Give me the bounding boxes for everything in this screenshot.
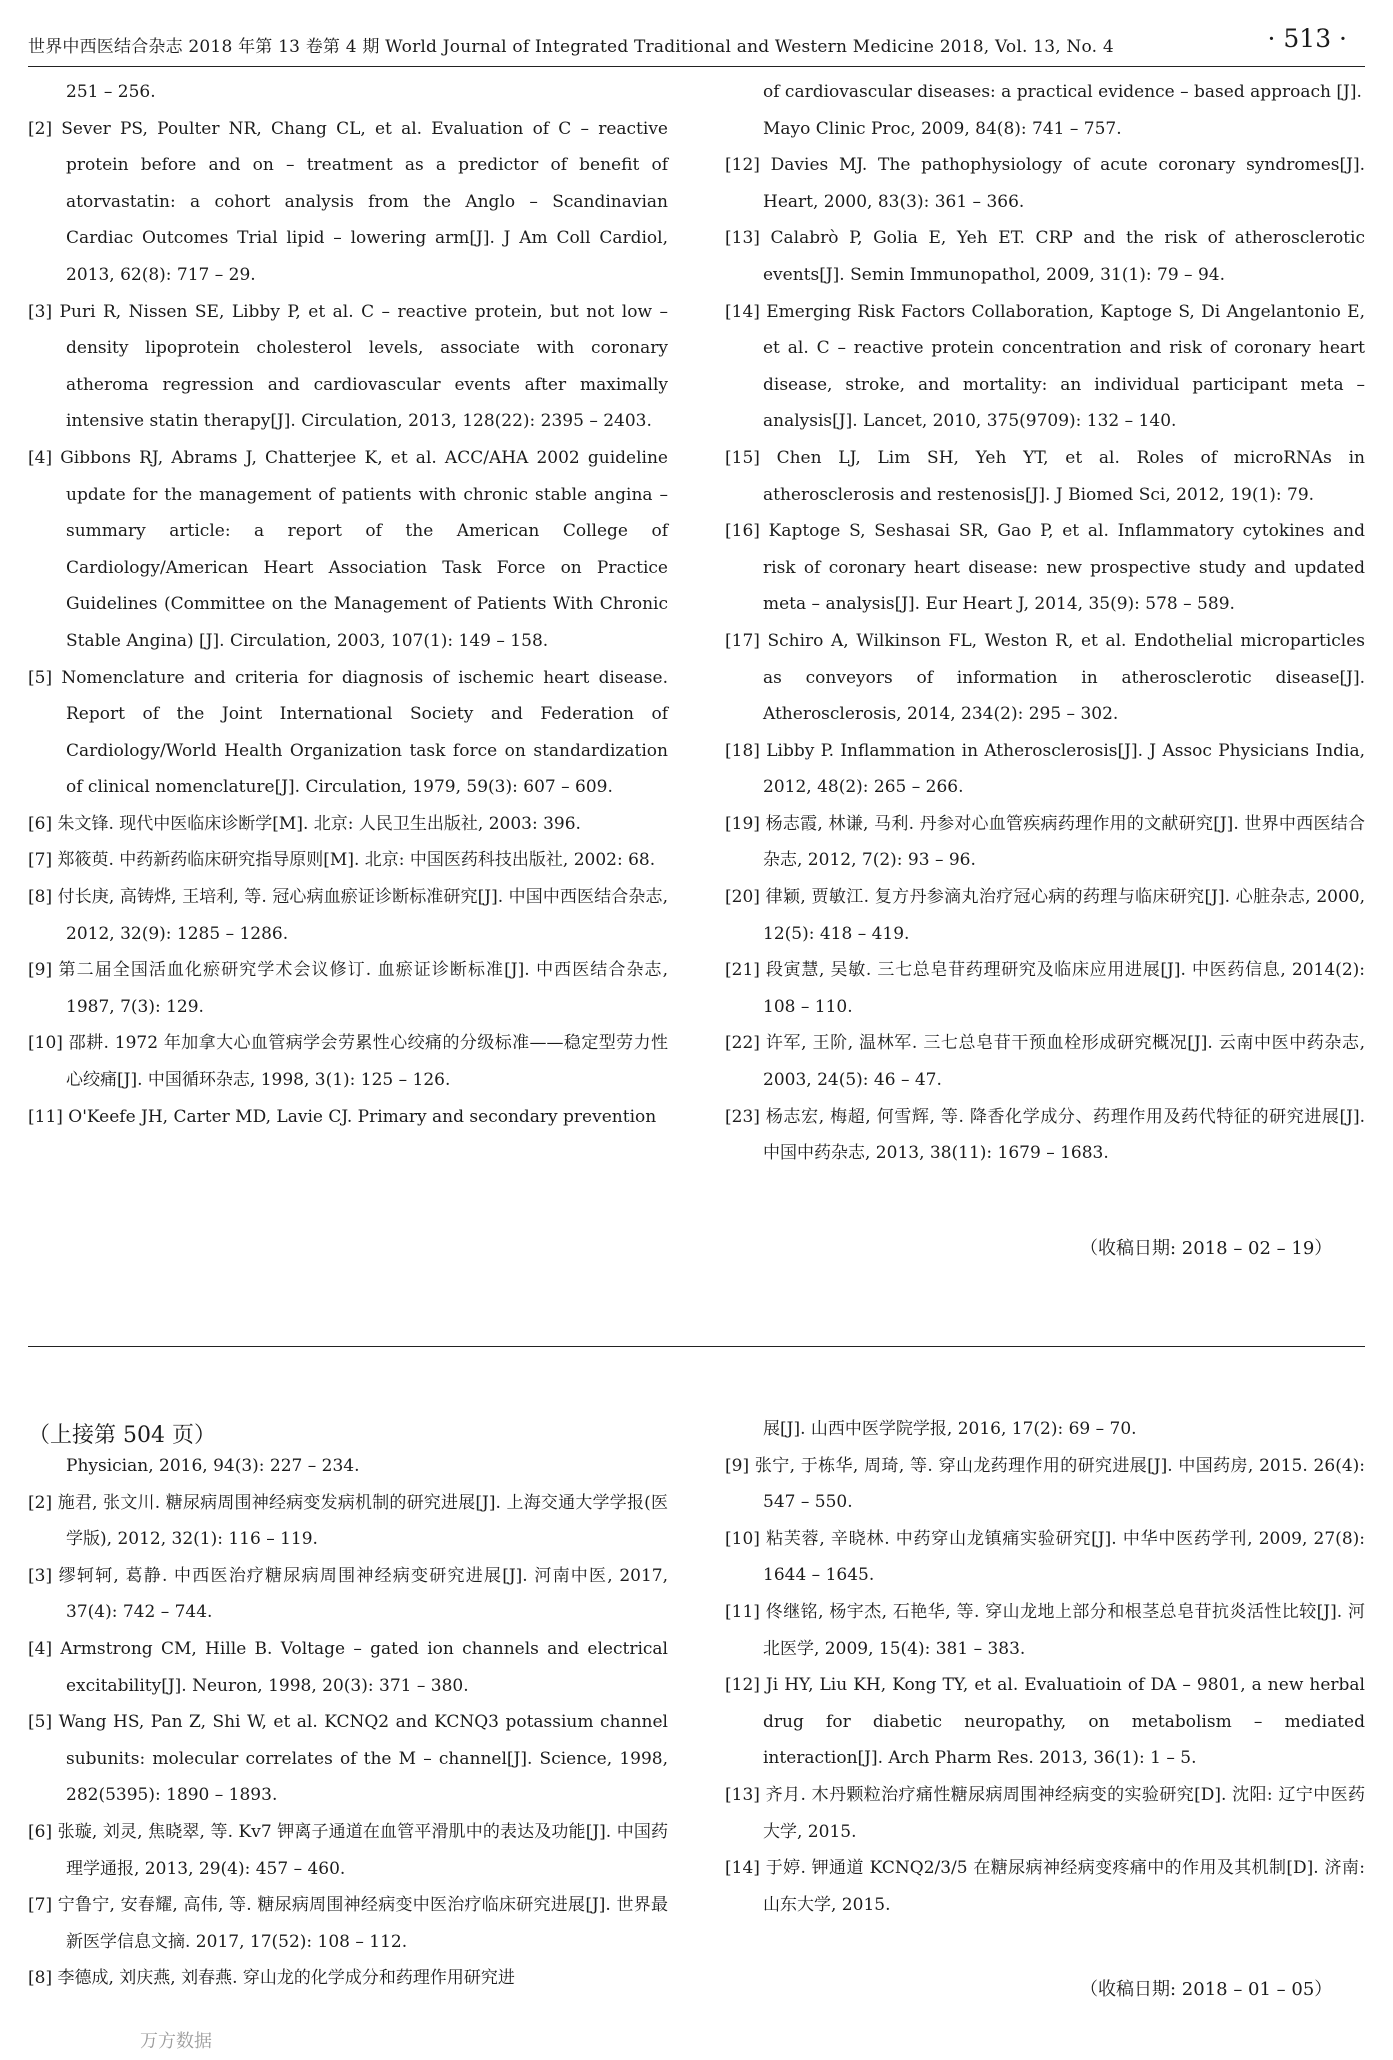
reference-entry: [21] 段寅慧, 吴敏. 三七总皂苷药理研究及临床应用进展[J]. 中医药信息, 2014(2): 108 – 110. [725, 960, 1365, 1017]
running-header [28, 24, 1365, 64]
reference-entry: [4] Armstrong CM, Hille B. Voltage – gated ion channels and electrical excitability[J]. Neuron, 1998, 20(3): 371 – 380. [28, 1638, 668, 1696]
reference-entry: [7] 宁鲁宁, 安春耀, 高伟, 等. 糖尿病周围神经病变中医治疗临床研究进展[J]. 世界最新医学信息文摘. 2017, 17(52): 108 – 112. [28, 1895, 668, 1952]
top-right-reference-column [725, 74, 1365, 1172]
reference-entry: [8] 李德成, 刘庆燕, 刘春燕. 穿山龙的化学成分和药理作用研究进 [28, 1968, 515, 1989]
reference-entry: [9] 张宁, 于栋华, 周琦, 等. 穿山龙药理作用的研究进展[J]. 中国药房, 2015. 26(4): 547 – 550. [725, 1455, 1365, 1513]
received-date-bottom: （收稿日期: 2018 – 01 – 05） [1080, 1979, 1333, 2000]
reference-entry: [7] 郑筱萸. 中药新药临床研究指导原则[M]. 北京: 中国医药科技出版社, 2002: 68. [28, 850, 656, 871]
reference-entry: [2] Sever PS, Poulter NR, Chang CL, et al. Evaluation of C – reactive protein before and on – treatment as a predictor of benefit of atorvastatin: a cohort analysis from the Anglo – Scandinavian Cardiac Outcomes Trial lipid – lowering arm[J]. J Am Coll Cardiol, 2013, 62(8): 717 – 29. [28, 118, 668, 285]
reference-continuation: Physician, 2016, 94(3): 227 – 234. [66, 1456, 360, 1476]
reference-continuation: 251 – 256. [66, 82, 156, 102]
reference-entry: [18] Libby P. Inflammation in Atherosclerosis[J]. J Assoc Physicians India, 2012, 48(2): 265 – 266. [725, 740, 1365, 798]
reference-entry: [23] 杨志宏, 梅超, 何雪辉, 等. 降香化学成分、药理作用及药代特征的研究进展[J]. 中国中药杂志, 2013, 38(11): 1679 – 1683. [725, 1106, 1365, 1164]
reference-entry: [17] Schiro A, Wilkinson FL, Weston R, et al. Endothelial microparticles as conveyors of information in atherosclerotic disease[J]. Atherosclerosis, 2014, 234(2): 295 – 302. [725, 630, 1365, 725]
reference-entry: [14] Emerging Risk Factors Collaboration, Kaptoge S, Di Angelantonio E, et al. C – reactive protein concentration and risk of coronary heart disease, stroke, and mortality: an individual participant meta – analysis[J]. Lancet, 2010, 375(9709): 132 – 140. [725, 301, 1365, 432]
reference-continuation: 展[J]. 山西中医学院学报, 2016, 17(2): 69 – 70. [763, 1419, 1137, 1439]
journal-header-text: 世界中西医结合杂志 2018 年第 13 卷第 4 期 World Journal of Integrated Traditional and Western Medicine 2018, Vol. 13, No. 4 [28, 37, 1114, 57]
reference-entry: [15] Chen LJ, Lim SH, Yeh YT, et al. Roles of microRNAs in atherosclerosis and restenosis[J]. J Biomed Sci, 2012, 19(1): 79. [725, 447, 1365, 505]
reference-entry: [10] 邵耕. 1972 年加拿大心血管病学会劳累性心绞痛的分级标准——稳定型劳力性心绞痛[J]. 中国循环杂志, 1998, 3(1): 125 – 126. [28, 1033, 668, 1091]
reference-entry: [11] O'Keefe JH, Carter MD, Lavie CJ. Primary and secondary prevention [28, 1106, 657, 1127]
reference-entry: [13] 齐月. 木丹颗粒治疗痛性糖尿病周围神经病变的实验研究[D]. 沈阳: 辽宁中医药大学, 2015. [725, 1784, 1365, 1842]
reference-entry: [5] Nomenclature and criteria for diagnosis of ischemic heart disease. Report of the Joint International Society and Federation of Cardiology/World Health Organization task force on standardization of clinical nomenclature[J]. Circulation, 1979, 59(3): 607 – 609. [28, 667, 668, 798]
reference-entry: [20] 律颖, 贾敏江. 复方丹参滴丸治疗冠心病的药理与临床研究[J]. 心脏杂志, 2000, 12(5): 418 – 419. [725, 887, 1365, 944]
reference-entry: [19] 杨志霞, 林谦, 马利. 丹参对心血管疾病药理作用的文献研究[J]. 世界中西医结合杂志, 2012, 7(2): 93 – 96. [725, 813, 1365, 871]
reference-entry: [5] Wang HS, Pan Z, Shi W, et al. KCNQ2 and KCNQ3 potassium channel subunits: molecular correlates of the M – channel[J]. Science, 1998, 282(5395): 1890 – 1893. [28, 1712, 668, 1806]
header-rule [28, 66, 1365, 67]
reference-entry: [22] 许军, 王阶, 温林军. 三七总皂苷干预血栓形成研究概况[J]. 云南中医中药杂志, 2003, 24(5): 46 – 47. [725, 1033, 1365, 1091]
reference-entry: [12] Ji HY, Liu KH, Kong TY, et al. Evaluatioin of DA – 9801, a new herbal drug for diabetic neuropathy, on metabolism – mediated interaction[J]. Arch Pharm Res. 2013, 36(1): 1 – 5. [725, 1675, 1365, 1769]
reference-entry: [6] 张璇, 刘灵, 焦晓翠, 等. Kv7 钾离子通道在血管平滑肌中的表达及功能[J]. 中国药理学通报, 2013, 29(4): 457 – 460. [28, 1821, 668, 1879]
reference-entry: [11] 佟继铭, 杨宇杰, 石艳华, 等. 穿山龙地上部分和根茎总皂苷抗炎活性比较[J]. 河北医学, 2009, 15(4): 381 – 383. [725, 1601, 1365, 1659]
page-number: · 513 · [1267, 24, 1347, 53]
reference-entry: [9] 第二届全国活血化瘀研究学术会议修订. 血瘀证诊断标准[J]. 中西医结合杂志, 1987, 7(3): 129. [28, 960, 668, 1017]
reference-entry: [3] 缪轲轲, 葛静. 中西医治疗糖尿病周围神经病变研究进展[J]. 河南中医, 2017, 37(4): 742 – 744. [28, 1565, 668, 1623]
reference-entry: [4] Gibbons RJ, Abrams J, Chatterjee K, et al. ACC/AHA 2002 guideline update for the management of patients with chronic stable angina – summary article: a report of the American College of Cardiology/American Heart Association Task Force on Practice Guidelines (Committee on the Management of Patients With Chronic Stable Angina) [J]. Circulation, 2003, 107(1): 149 – 158. [28, 447, 668, 651]
reference-entry: [6] 朱文锋. 现代中医临床诊断学[M]. 北京: 人民卫生出版社, 2003: 396. [28, 813, 581, 834]
bottom-right-reference-column [725, 1411, 1365, 1923]
reference-entry: [16] Kaptoge S, Seshasai SR, Gao P, et al. Inflammatory cytokines and risk of coronary heart disease: new prospective study and updated meta – analysis[J]. Eur Heart J, 2014, 35(9): 578 – 589. [725, 521, 1365, 615]
top-left-reference-column [28, 74, 668, 1135]
section-divider [28, 1346, 1365, 1347]
bottom-left-reference-column [28, 1448, 668, 1997]
continued-from-label: （上接第 504 页） [28, 1423, 216, 1448]
reference-entry: [12] Davies MJ. The pathophysiology of acute coronary syndromes[J]. Heart, 2000, 83(3): 361 – 366. [725, 155, 1365, 212]
reference-entry: [2] 施君, 张文川. 糖尿病周围神经病变发病机制的研究进展[J]. 上海交通大学学报(医学版), 2012, 32(1): 116 – 119. [28, 1492, 668, 1550]
reference-entry: [10] 粘芙蓉, 辛晓林. 中药穿山龙镇痛实验研究[J]. 中华中医药学刊, 2009, 27(8): 1644 – 1645. [725, 1528, 1365, 1586]
reference-continuation: of cardiovascular diseases: a practical evidence – based approach [J]. Mayo Clinic Proc, 2009, 84(8): 741 – 757. [763, 82, 1362, 139]
received-date-top: （收稿日期: 2018 – 02 – 19） [1080, 1238, 1333, 1259]
reference-entry: [3] Puri R, Nissen SE, Libby P, et al. C – reactive protein, but not low – density lipoprotein cholesterol levels, associate with coronary atheroma regression and cardiovascular events after maximally intensive statin therapy[J]. Circulation, 2013, 128(22): 2395 – 2403. [28, 301, 668, 432]
reference-entry: [14] 于婷. 钾通道 KCNQ2/3/5 在糖尿病神经病变疼痛中的作用及其机制[D]. 济南: 山东大学, 2015. [725, 1858, 1365, 1915]
reference-entry: [13] Calabrò P, Golia E, Yeh ET. CRP and the risk of atherosclerotic events[J]. Semin Immunopathol, 2009, 31(1): 79 – 94. [725, 228, 1365, 285]
reference-entry: [8] 付长庚, 高铸烨, 王培利, 等. 冠心病血瘀证诊断标准研究[J]. 中国中西医结合杂志, 2012, 32(9): 1285 – 1286. [28, 887, 668, 944]
watermark: 万方数据 [140, 2031, 212, 2052]
